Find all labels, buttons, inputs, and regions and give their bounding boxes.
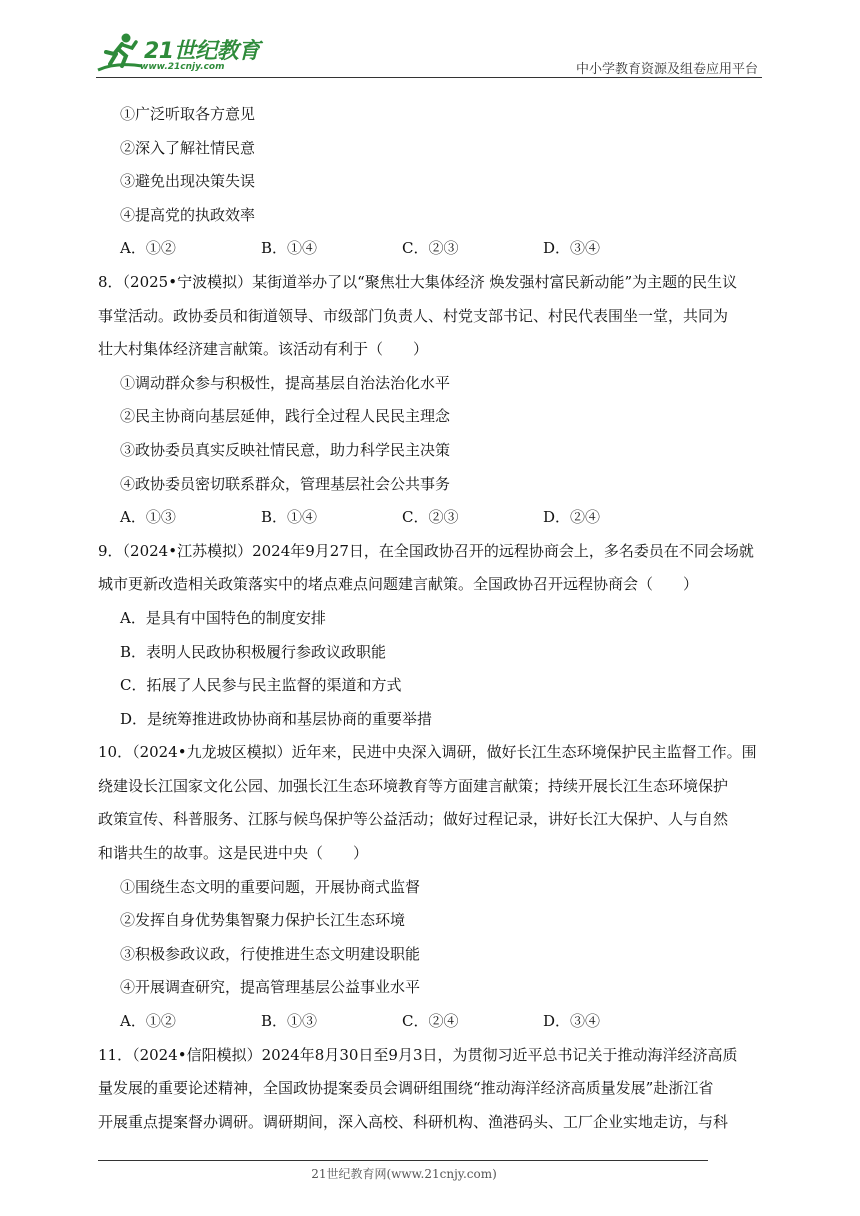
- option-line: ③避免出现决策失误: [120, 172, 256, 191]
- option-line: ②深入了解社情民意: [120, 138, 256, 157]
- answer-choice: C．②④: [402, 1012, 459, 1031]
- option-line: ④开展调查研究，提高管理基层公益事业水平: [120, 978, 421, 997]
- question-text: 量发展的重要论述精神，全国政协提案委员会调研组围绕“推动海洋经济高质量发展”赴浙江省: [98, 1079, 714, 1098]
- platform-name: 中小学教育资源及组卷应用平台: [575, 62, 758, 77]
- answer-choice: A．①②: [120, 239, 176, 258]
- question-content: [98, 98, 764, 1139]
- answer-choice: D．③④: [543, 1012, 601, 1031]
- question-text: 绕建设长江国家文化公园、加强长江生态环境教育等方面建言献策；持续开展长江生态环境保护: [98, 776, 729, 795]
- answer-choice: B．①④: [261, 508, 318, 527]
- header-divider: [96, 77, 762, 78]
- answer-choice: D．③④: [543, 239, 601, 258]
- logo: [96, 32, 266, 76]
- option-line: ②发挥自身优势集智聚力保护长江生态环境: [120, 911, 406, 930]
- footer-divider: [98, 1160, 708, 1161]
- runner-icon: [96, 32, 144, 76]
- logo-text: 21世纪教育: [144, 39, 260, 64]
- answer-choice: A．①②: [120, 1012, 176, 1031]
- question-text: 政策宣传、科普服务、江豚与候鸟保护等公益活动；做好过程记录，讲好长江大保护、人与自然: [98, 810, 729, 829]
- option-line: A．是具有中国特色的制度安排: [120, 608, 326, 627]
- logo-url: www.21cnjy.com: [140, 62, 225, 72]
- question-stem: 10．（2024•九龙坡区模拟）近年来，民进中央深入调研，做好长江生态环境保护民主监督工作。围: [98, 743, 757, 762]
- question-stem: 9．（2024•江苏模拟）2024年9月27日，在全国政协召开的远程协商会上，多名委员在不同会场就: [98, 541, 754, 560]
- answer-choice: B．①③: [261, 1012, 318, 1031]
- page-footer: 21世纪教育网(www.21cnjy.com): [311, 1167, 497, 1181]
- question-text: 和谐共生的故事。这是民进中央（ ）: [98, 844, 369, 863]
- question-text: 城市更新改造相关政策落实中的堵点难点问题建言献策。全国政协召开远程协商会（ ）: [98, 575, 699, 594]
- answer-choice: A．①③: [120, 508, 176, 527]
- option-line: ④提高党的执政效率: [120, 205, 256, 224]
- question-text: 壮大村集体经济建言献策。该活动有利于（ ）: [98, 340, 429, 359]
- answer-choices: [98, 232, 764, 266]
- option-line: B．表明人民政协积极履行参政议政职能: [120, 642, 387, 661]
- option-line: ①围绕生态文明的重要问题，开展协商式监督: [120, 877, 421, 896]
- page-header: [96, 30, 762, 80]
- answer-choice: C．②③: [402, 508, 459, 527]
- option-line: ③积极参政议政，行使推进生态文明建设职能: [120, 944, 421, 963]
- answer-choice: D．②④: [543, 508, 601, 527]
- answer-choices: [98, 501, 764, 535]
- option-line: ③政协委员真实反映社情民意，助力科学民主决策: [120, 440, 451, 459]
- answer-choice: C．②③: [402, 239, 459, 258]
- option-line: ①调动群众参与积极性，提高基层自治法治化水平: [120, 373, 451, 392]
- answer-choices: [98, 1005, 764, 1039]
- option-line: C．拓展了人民参与民主监督的渠道和方式: [120, 676, 402, 695]
- question-text: 开展重点提案督办调研。调研期间，深入高校、科研机构、渔港码头、工厂企业实地走访，与科: [98, 1112, 729, 1131]
- question-text: 事堂活动。政协委员和街道领导、市级部门负责人、村党支部书记、村民代表围坐一堂，共同为: [98, 306, 729, 325]
- option-line: ①广泛听取各方意见: [120, 105, 256, 123]
- question-stem: 11．（2024•信阳模拟）2024年8月30日至9月3日，为贯彻习近平总书记关于推动海洋经济高质: [98, 1045, 738, 1064]
- option-line: ②民主协商向基层延伸，践行全过程人民民主理念: [120, 407, 451, 426]
- option-line: ④政协委员密切联系群众，管理基层社会公共事务: [120, 474, 451, 493]
- question-stem: 8．（2025•宁波模拟）某街道举办了以“聚焦壮大集体经济 焕发强村富民新动能”为主题的民生议: [98, 272, 738, 291]
- option-line: D．是统筹推进政协协商和基层协商的重要举措: [120, 709, 433, 728]
- answer-choice: B．①④: [261, 239, 318, 258]
